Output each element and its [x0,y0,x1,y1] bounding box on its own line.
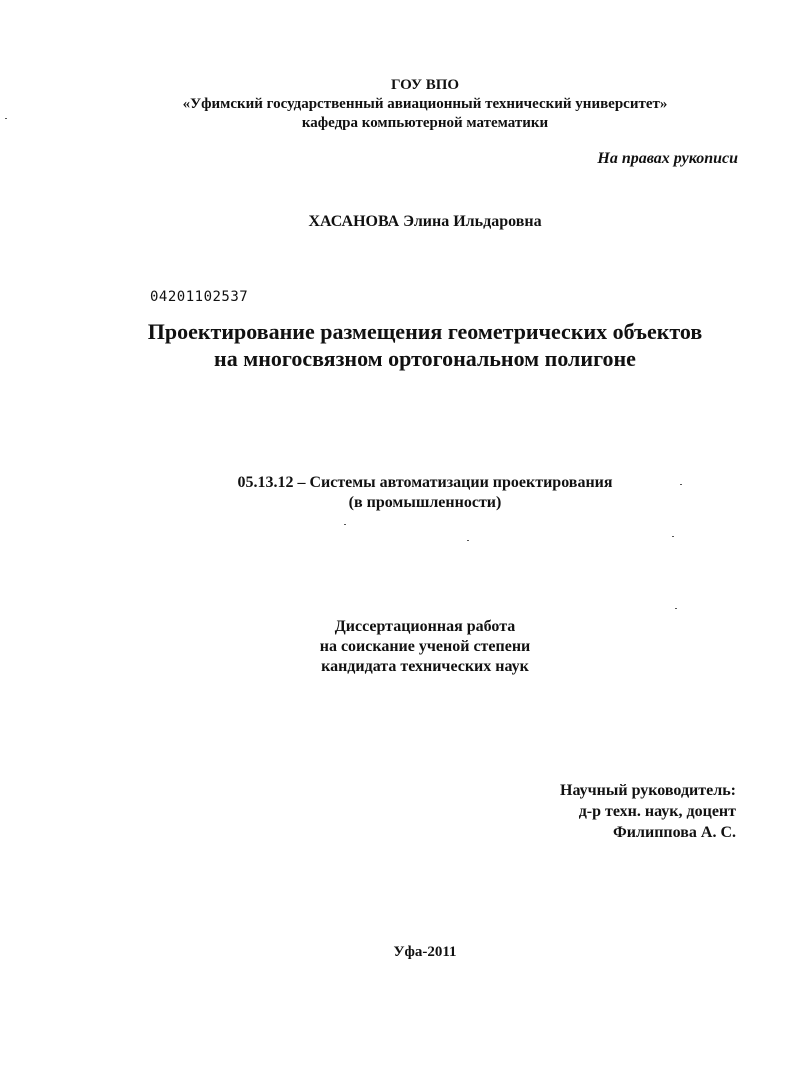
work-type-line-1: Диссертационная работа [334,618,516,635]
supervisor-block [560,780,736,843]
scan-speck [467,540,469,541]
institution-header [0,76,796,133]
scan-speck [344,524,346,525]
supervisor-name: Филиппова А. С. [613,824,736,841]
scan-speck [5,118,7,119]
author-name: ХАСАНОВА Элина Ильдаровна [308,213,542,230]
title-line-1: Проектирование размещения геометрических объектов [147,319,703,344]
scan-speck [680,484,682,485]
university-name: «Уфимский государственный авиационный технический университет» [182,96,668,112]
institution-type: ГОУ ВПО [390,77,460,93]
supervisor-degree: д-р техн. наук, доцент [578,803,736,820]
work-type-block [0,617,796,677]
department-name: кафедра компьютерной математики [301,115,549,131]
dissertation-title [0,318,796,372]
scan-speck [675,608,677,609]
specialty-block [0,473,796,513]
specialty-field: (в промышленности) [348,494,502,511]
supervisor-label: Научный руководитель: [560,782,736,799]
work-type-line-2: на соискание ученой степени [319,638,531,655]
scan-speck [672,536,674,537]
registration-number: 04201102537 [150,289,249,305]
manuscript-note: На правах рукописи [597,150,738,167]
work-type-line-3: кандидата технических наук [321,658,529,675]
city-year: Уфа-2011 [393,944,457,960]
title-line-2: на многосвязном ортогональном полигоне [214,346,636,371]
specialty-code: 05.13.12 – Системы автоматизации проектирования [237,474,613,491]
